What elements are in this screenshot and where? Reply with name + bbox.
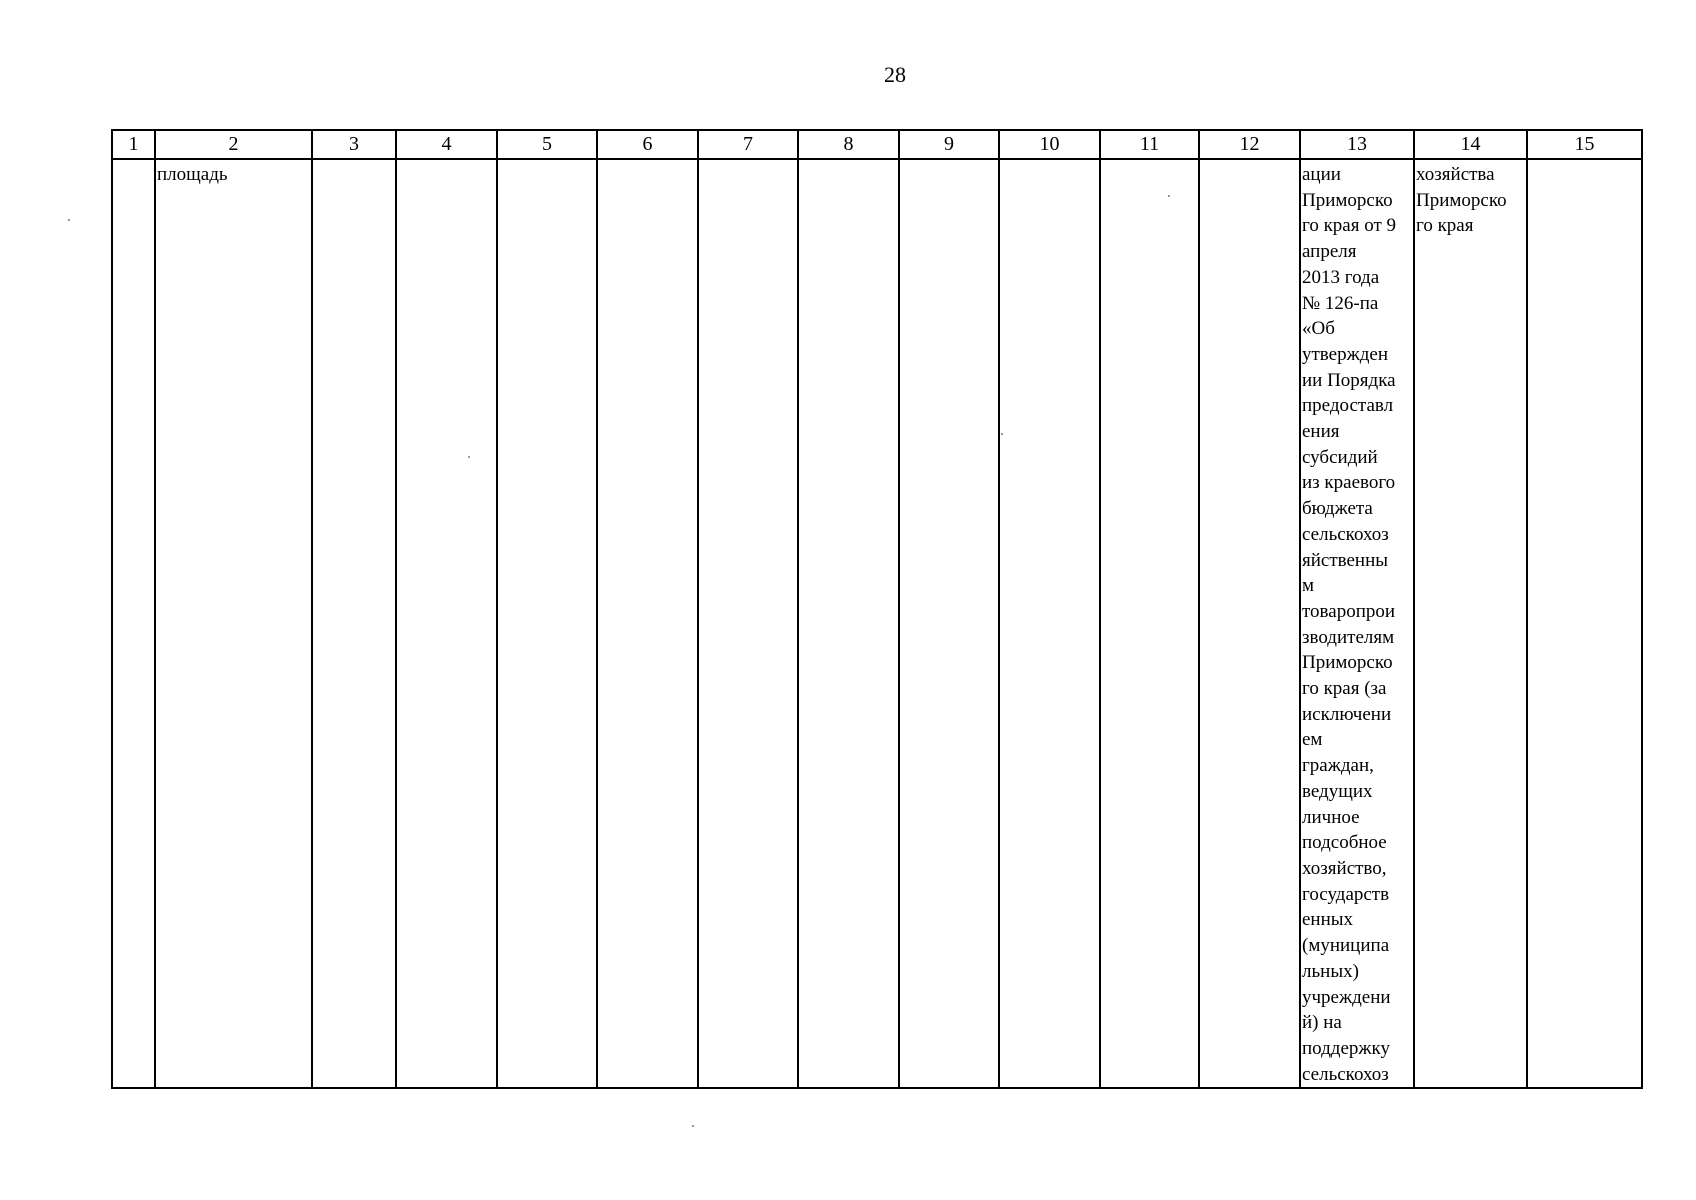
column-header-4: 4 [396,130,497,159]
column-header-14: 14 [1414,130,1527,159]
cell-text-11 [1101,160,1198,162]
table-cell-3 [312,159,396,1088]
table-cell-13 [1300,159,1414,1088]
table-cell-10 [999,159,1100,1088]
header-row [112,130,1642,159]
column-header-9: 9 [899,130,999,159]
column-header-2: 2 [155,130,312,159]
cell-text-14: хозяйства Приморско го края [1416,164,1507,237]
table-cell-2 [155,159,312,1088]
cell-text-2: площадь [157,164,228,185]
cell-text-6 [598,160,697,162]
table-cell-5 [497,159,597,1088]
table-cell-12 [1199,159,1300,1088]
table-cell-11 [1100,159,1199,1088]
cell-text-13: ации Приморско го края от 9 апреля 2013 года № 126-па «Об утвержден ии Порядка предоставл ения субсидий из краевого бюджета сельскохоз яйственны м товаропрои зводителям Приморско го края (за исключени ем граждан, ведущих личное подсобное хозяйство, государств енных (муниципа льных) учреждени й) на поддержку сельскохоз [1302,164,1397,1085]
column-header-13: 13 [1300,130,1414,159]
column-header-12: 12 [1199,130,1300,159]
cell-text-15 [1528,160,1641,162]
column-header-11: 11 [1100,130,1199,159]
column-header-6: 6 [597,130,698,159]
data-table [111,129,1643,1089]
scan-speck [468,456,470,458]
page-number: 28 [884,62,906,87]
table-cell-9 [899,159,999,1088]
column-header-8: 8 [798,130,899,159]
scan-speck [68,219,70,221]
table-cell-15 [1527,159,1642,1088]
cell-text-9 [900,160,998,162]
column-header-15: 15 [1527,130,1642,159]
cell-text-1 [113,160,154,162]
cell-text-5 [498,160,596,162]
scan-speck [1168,195,1170,197]
table-cell-6 [597,159,698,1088]
column-header-5: 5 [497,130,597,159]
cell-text-10 [1000,160,1099,162]
column-header-3: 3 [312,130,396,159]
table-cell-4 [396,159,497,1088]
table-cell-14 [1414,159,1527,1088]
table-cell-1 [112,159,155,1088]
table-cell-8 [798,159,899,1088]
scan-speck [1001,433,1003,435]
column-header-7: 7 [698,130,798,159]
column-header-10: 10 [999,130,1100,159]
cell-text-7 [699,160,797,162]
table-cell-7 [698,159,798,1088]
cell-text-3 [313,160,395,162]
scan-speck [692,1125,694,1127]
cell-text-12 [1200,160,1299,162]
table-row [112,159,1642,1088]
cell-text-4 [397,160,496,162]
cell-text-8 [799,160,898,162]
column-header-1: 1 [112,130,155,159]
